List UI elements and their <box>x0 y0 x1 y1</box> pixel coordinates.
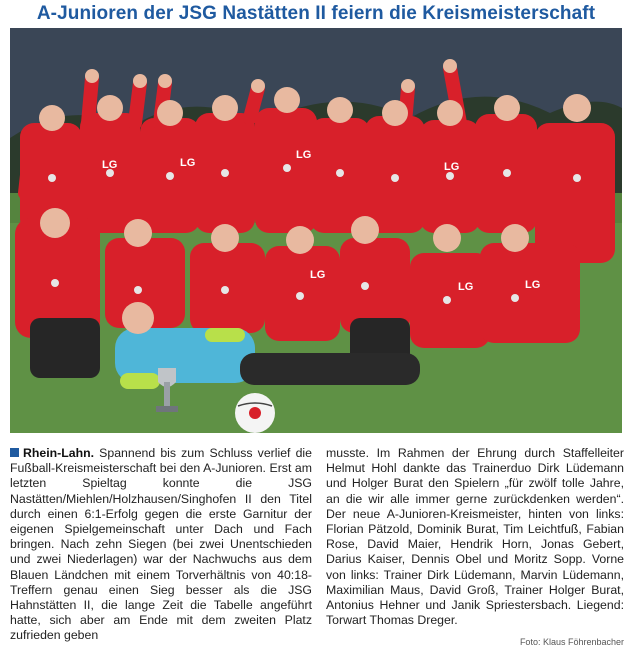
shirt-label: LG <box>180 157 196 169</box>
shirt-label: LG <box>310 269 326 281</box>
shirt-label: LG <box>444 161 460 173</box>
article-text-left: Spannend bis zum Schluss verlief die Fußball-Kreismeisterschaft bei den A-Junioren. Erst am letzten Spieltag konnte die JSG Nastätten/Miehlen/Holzhausen/Singhofen II den Titel durch einen 6:1-Erfolg gegen die erste Garnitur der eigenen Spielgemeinschaft unter Dach und Fach bringen. Nach zehn Siegen (bei zwei Unentschieden und zwei Niederlagen) war der Nachwuchs aus dem Blauen Ländchen mit einem Torverhältnis von 40:18-Treffern genau einen Sieg besser als die JSG Hahnstätten II, die lange Zeit die Tabelle angeführt hatte, sich aber am Ende mit dem zweiten Platz zufrieden geben <box>10 446 312 643</box>
article-text-right: musste. Im Rahmen der Ehrung durch Staffelleiter Helmut Hohl dankte das Trainerduo Dirk Lüdemann und Holger Burat den Spielern „für zwölf tolle Jahre, an die wir alle immer gerne zurückdenken werden“. Der neue A-Junioren-Kreismeister, hinten von links: Florian Pätzold, Dominik Burat, Tim Leichtfuß, Fabian Rose, David Maier, Hendrik Horn, Jonas Gebert, Darius Kaiser, Dennis Obel und Moritz Sopp. Vorne von links: Trainer Dirk Lüdemann, Marvin Lüdemann, Maximilian Maus, David Groß, Trainer Holger Burat, Antonius Hehner und Janik Spriestersbach. Liegend: Torwart Thomas Dreger. <box>326 446 624 628</box>
article-column-left <box>10 446 312 644</box>
dateline: Rhein-Lahn. <box>23 446 95 460</box>
team-photo <box>10 28 622 433</box>
lead-marker <box>10 448 19 457</box>
shirt-label: LG <box>296 149 312 161</box>
photo-credit: Foto: Klaus Föhrenbacher <box>519 637 624 647</box>
shirt-label: LG <box>458 281 474 293</box>
headline: A-Junioren der JSG Nastätten II feiern die Kreismeisterschaft <box>36 3 596 24</box>
shirt-label: LG <box>525 279 541 291</box>
shirt-label: LG <box>102 159 118 171</box>
article-column-right <box>326 446 624 628</box>
